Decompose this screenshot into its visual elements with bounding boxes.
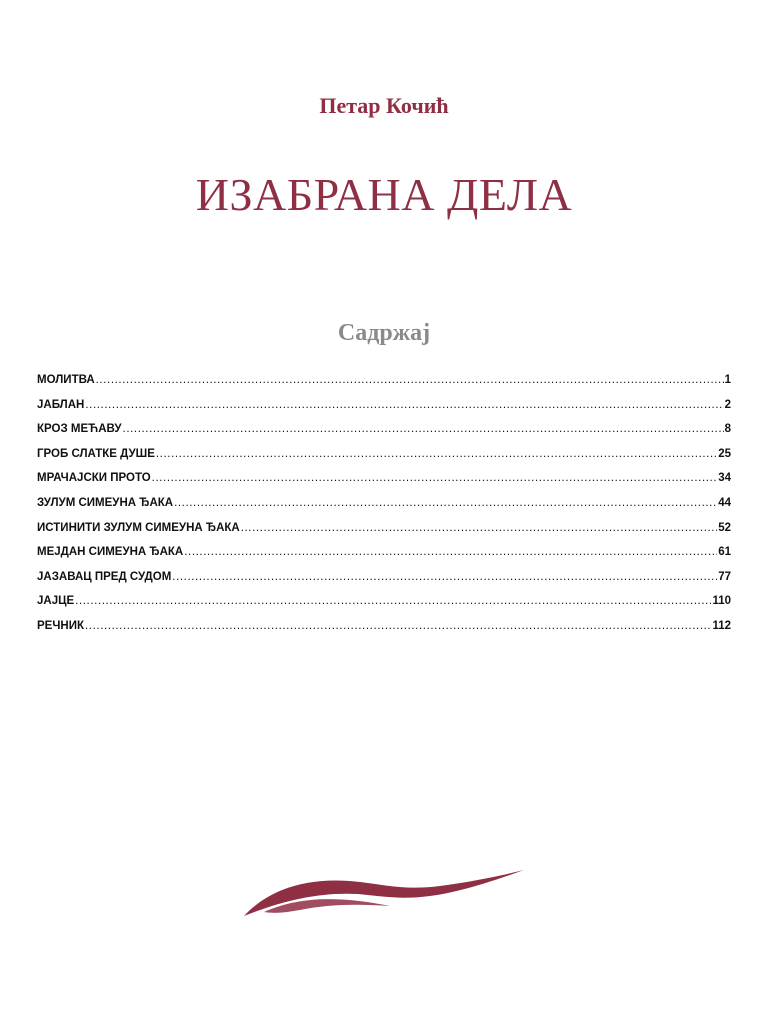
toc-entry-page: 110 (712, 595, 731, 608)
toc-entry-label: МРАЧАЈСКИ ПРОТО (37, 472, 151, 485)
toc-entry-grob-slatke-duse[interactable] (37, 448, 731, 473)
toc-entry-zulum-simeuna-djaka[interactable] (37, 497, 731, 522)
toc-entry-label: ЈАБЛАН (37, 398, 85, 411)
toc-entry-page: 52 (718, 521, 731, 534)
toc-entry-istiniti-zulum[interactable] (37, 522, 731, 547)
toc-entry-recnik[interactable] (37, 620, 731, 645)
toc-entry-page: 34 (718, 472, 731, 485)
toc-entry-page: 2 (724, 398, 731, 411)
author-name: Петар Кочић (319, 93, 449, 118)
toc-heading: Садржај (337, 320, 431, 346)
toc-entry-jajce[interactable] (37, 595, 731, 620)
toc-leader-dots (96, 374, 724, 386)
toc-entry-page: 44 (718, 496, 731, 509)
toc-entry-page: 25 (718, 447, 731, 460)
toc-entry-page: 61 (718, 546, 731, 559)
toc-leader-dots (123, 423, 724, 435)
toc-leader-dots (152, 472, 718, 484)
toc-entry-jazavac-pred-sudom[interactable] (37, 571, 731, 596)
toc-entry-mejdan-simeuna-djaka[interactable] (37, 546, 731, 571)
table-of-contents (37, 374, 731, 645)
toc-entry-kroz-mecavu[interactable] (37, 423, 731, 448)
toc-leader-dots (75, 595, 711, 607)
toc-entry-page: 1 (724, 374, 731, 386)
toc-entry-mracajski-proto[interactable] (37, 472, 731, 497)
toc-entry-label: ЗУЛУМ СИМЕУНА ЂАКА (37, 496, 174, 509)
toc-entry-label: РЕЧНИК (37, 619, 85, 632)
toc-leader-dots (85, 399, 723, 411)
toc-entry-label: МОЛИТВА (37, 374, 95, 386)
toc-leader-dots (184, 546, 717, 558)
toc-leader-dots (174, 497, 717, 509)
toc-leader-dots (241, 522, 718, 534)
toc-entry-label: ГРОБ СЛАТКЕ ДУШЕ (37, 447, 155, 460)
feather-ornament-icon (240, 866, 530, 922)
toc-entry-page: 8 (724, 423, 731, 436)
toc-entry-jablan[interactable] (37, 399, 731, 424)
toc-leader-dots (156, 448, 717, 460)
toc-entry-label: МЕЈДАН СИМЕУНА ЂАКА (37, 546, 184, 559)
toc-leader-dots (172, 571, 717, 583)
toc-leader-dots (85, 620, 711, 632)
toc-entry-label: ИСТИНИТИ ЗУЛУМ СИМЕУНА ЂАКА (37, 521, 240, 534)
toc-entry-label: ЈАЗАВАЦ ПРЕД СУДОМ (37, 570, 172, 583)
toc-entry-label: КРОЗ МЕЋАВУ (37, 423, 122, 436)
toc-entry-molitva[interactable] (37, 374, 731, 399)
book-title: ИЗАБРАНА ДЕЛА (195, 169, 573, 220)
toc-entry-page: 77 (718, 570, 731, 583)
toc-entry-page: 112 (712, 619, 731, 632)
toc-entry-label: ЈАЈЦЕ (37, 595, 75, 608)
